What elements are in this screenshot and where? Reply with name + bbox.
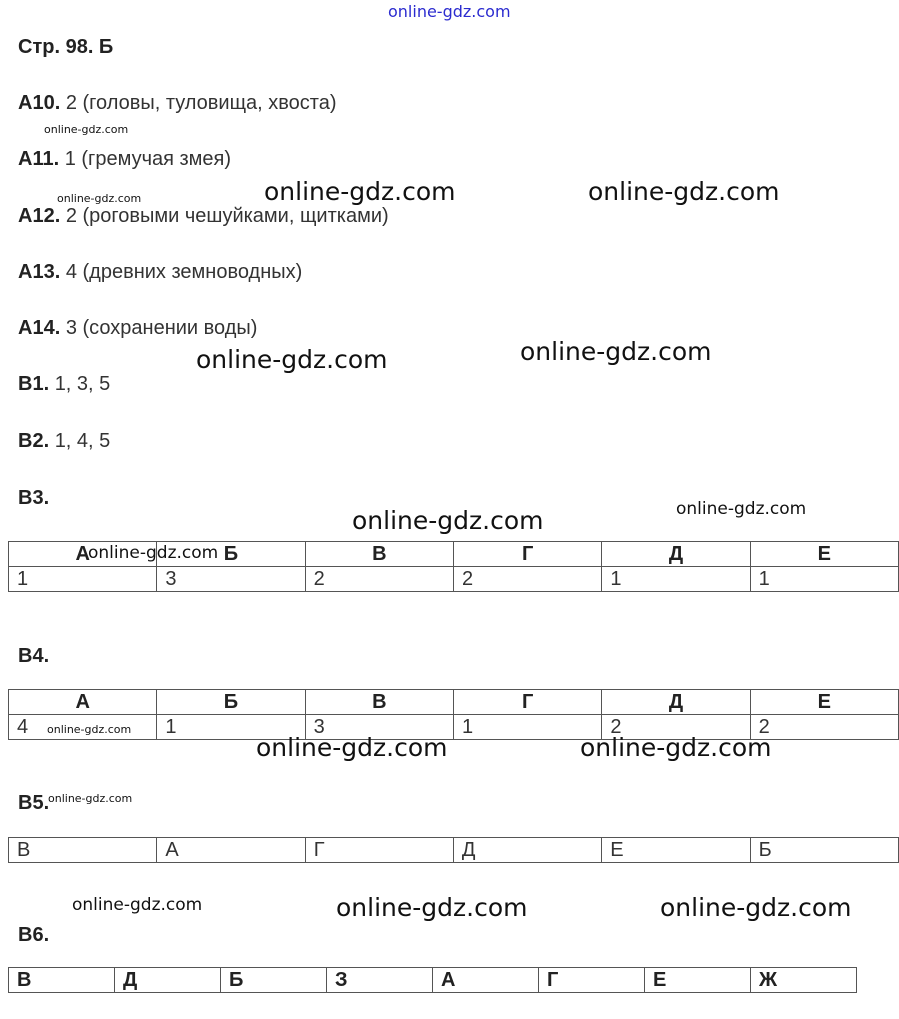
answer-b1: В1. 1, 3, 5 — [18, 373, 111, 395]
watermark: online-gdz.com — [47, 723, 132, 736]
b6-table — [8, 967, 857, 993]
table-cell: Д — [115, 968, 221, 993]
table-header-cell: Е — [750, 542, 898, 567]
table-cell: Г — [305, 838, 453, 863]
table-header-cell: Е — [750, 690, 898, 715]
table-header-cell: Б — [157, 690, 305, 715]
table-cell: 3 — [305, 715, 453, 740]
section-b5-label: В5. — [18, 792, 50, 814]
table-cell: 2 — [750, 715, 898, 740]
table-cell: 2 — [602, 715, 750, 740]
watermark: online-gdz.com — [676, 499, 807, 519]
table-cell: 1 — [453, 715, 601, 740]
watermark: online-gdz.com — [588, 177, 780, 206]
table-cell: 1 — [157, 715, 305, 740]
table-cell: 1 — [602, 567, 750, 592]
table-row — [9, 968, 857, 993]
table-header-cell: В — [305, 690, 453, 715]
table-cell: В — [9, 968, 115, 993]
table-header-cell: А — [9, 690, 157, 715]
table-header-cell: Б — [157, 542, 305, 567]
table-header-cell: Г — [453, 690, 601, 715]
table-header-cell: Д — [602, 542, 750, 567]
table-header-cell: Г — [453, 542, 601, 567]
table-cell: Д — [453, 838, 601, 863]
section-b4-label: В4. — [18, 645, 50, 667]
table-cell: З — [327, 968, 433, 993]
page-heading: Стр. 98. Б — [18, 36, 114, 58]
watermark: online-gdz.com — [264, 177, 456, 206]
table-cell: Е — [602, 838, 750, 863]
table-cell: 2 — [305, 567, 453, 592]
table-cell: Б — [750, 838, 898, 863]
table-header-cell: А — [9, 542, 157, 567]
answer-a10: А10. 2 (головы, туловища, хвоста) — [18, 92, 337, 114]
table-cell: Б — [221, 968, 327, 993]
watermark: online-gdz.com — [44, 123, 129, 136]
b5-table — [8, 837, 899, 863]
table-cell: Е — [645, 968, 751, 993]
table-cell: Ж — [751, 968, 857, 993]
table-cell: В — [9, 838, 157, 863]
watermark: online-gdz.com — [336, 893, 528, 922]
table-header-row — [9, 690, 899, 715]
watermark: online-gdz.com — [256, 733, 448, 762]
table-cell: А — [433, 968, 539, 993]
table-cell: А — [157, 838, 305, 863]
watermark: online-gdz.com — [352, 506, 544, 535]
table-cell: 1 — [750, 567, 898, 592]
answer-a14: А14. 3 (сохранении воды) — [18, 317, 258, 339]
watermark: online-gdz.com — [57, 192, 142, 205]
table-header-cell: В — [305, 542, 453, 567]
watermark: online-gdz.com — [88, 543, 219, 563]
table-cell: Г — [539, 968, 645, 993]
table-row — [9, 838, 899, 863]
watermark: online-gdz.com — [520, 337, 712, 366]
watermark: online-gdz.com — [48, 792, 133, 805]
watermark: online-gdz.com — [580, 733, 772, 762]
watermark: online-gdz.com — [72, 895, 203, 915]
table-cell: 1 — [9, 567, 157, 592]
watermark: online-gdz.com — [196, 345, 388, 374]
answer-a12: А12. 2 (роговыми чешуйками, щитками) — [18, 205, 389, 227]
table-cell: 2 — [453, 567, 601, 592]
answer-a11: А11. 1 (гремучая змея) — [18, 148, 232, 170]
site-link-top[interactable]: online-gdz.com — [388, 2, 511, 21]
section-b3-label: В3. — [18, 487, 50, 509]
watermark: online-gdz.com — [660, 893, 852, 922]
table-cell: 3 — [157, 567, 305, 592]
table-header-cell: Д — [602, 690, 750, 715]
section-b6-label: В6. — [18, 924, 50, 946]
answer-b2: В2. 1, 4, 5 — [18, 430, 111, 452]
answer-a13: А13. 4 (древних земноводных) — [18, 261, 303, 283]
table-cell: 4 — [9, 715, 157, 740]
table-row — [9, 567, 899, 592]
